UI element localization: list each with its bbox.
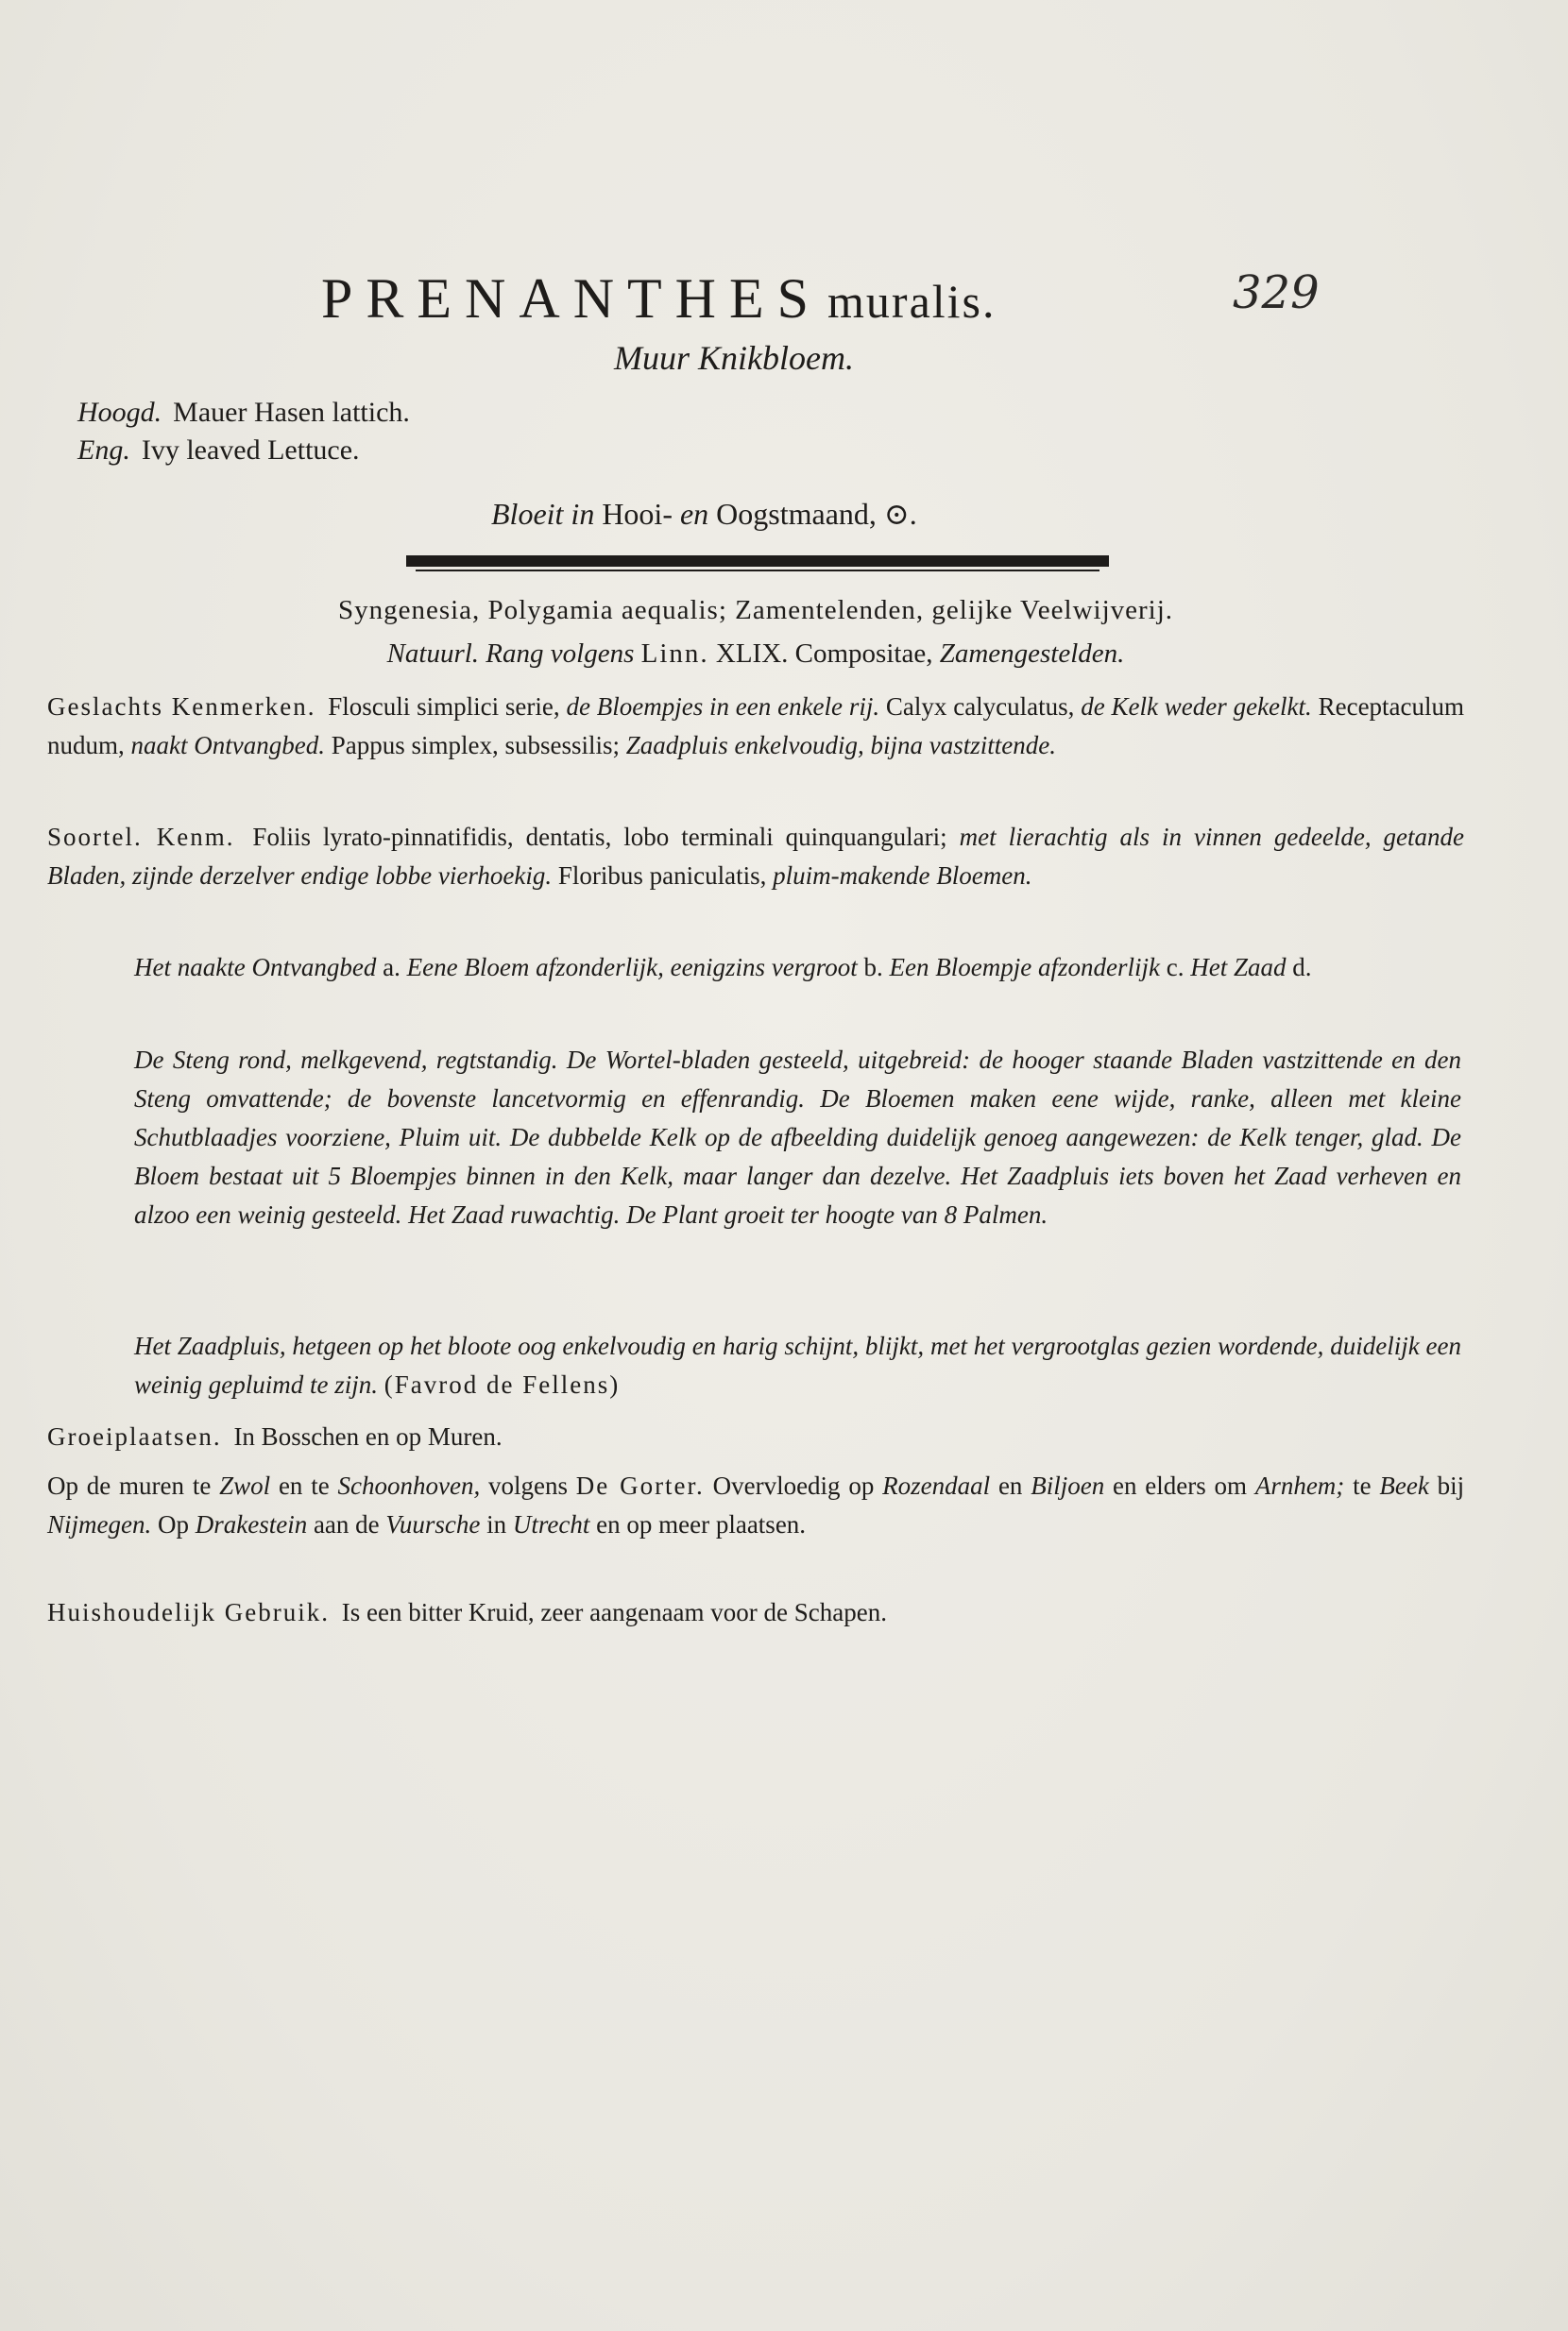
english-name-row bbox=[77, 434, 360, 467]
plant-description: De Steng rond, melkgevend, regtstandig. De Wortel-bladen gesteeld, uitgebreid: de hooger staande Bladen vastzittende en den Steng omvattende; de bovenste lancetvormig en effenrandig. De Bloemen maken eene wijde, ranke, alleen met kleine Schutblaadjes voorziene, Pluim uit. De dubbelde Kelk op de afbeelding duidelijk genoeg aangewezen: de Kelk tenger, glad. De Bloem bestaat uit 5 Bloempjes binnen in den Kelk, maar langer dan dezelve. Het Zaadpluis iets boven het Zaad verheven en alzoo een weinig gesteeld. Het Zaad ruwachtig. De Plant groeit ter hoogte van 8 Palmen. bbox=[134, 1046, 1461, 1229]
annual-symbol: ⊙. bbox=[883, 497, 917, 531]
section-heading: Soortel. Kenm. bbox=[47, 823, 235, 851]
english-label: Eng. bbox=[77, 434, 130, 466]
flowering-period: Bloeit in Hooi- en Oogstmaand, ⊙. bbox=[491, 497, 917, 531]
species-characters: Soortel. Kenm. Foliis lyrato-pinnatifidis, dentatis, lobo terminali quinquangulari; met lierachtig als in vinnen gedeelde, getande Bladen, zijnde derzelver endige lobbe vierhoekig. Floribus paniculatis, pluim-makende Bloemen. bbox=[47, 823, 1465, 890]
figure-legend: Het naakte Ontvangbed a. Eene Bloem afzonderlijk, eenigzins vergroot b. Een Bloempje afzonderlijk c. Het Zaad d. bbox=[134, 953, 1312, 981]
dutch-name: Muur Knikbloem. bbox=[614, 339, 854, 377]
title-species: muralis. bbox=[827, 275, 997, 328]
section-heading: Geslachts Kenmerken. bbox=[47, 692, 316, 721]
handwritten-plate-number: 329 bbox=[1233, 266, 1320, 319]
german-name-row bbox=[77, 397, 410, 429]
natural-order: Natuurl. Rang volgens Linn. XLIX. Compositae, Zamengestelden. bbox=[386, 638, 1125, 669]
english-name: Ivy leaved Lettuce. bbox=[141, 434, 360, 466]
genus-characters: Geslachts Kenmerken. Flosculi simplici serie, de Bloempjes in een enkele rij. Calyx calyculatus, de Kelk weder gekelkt. Receptaculum nudum, naakt Ontvangbed. Pappus simplex, subsessilis; Zaadpluis enkelvoudig, bijna vastzittende. bbox=[47, 692, 1465, 759]
citation: (Favrod de Fellens) bbox=[383, 1370, 621, 1399]
household-use: Huishoudelijk Gebruik. Is een bitter Kruid, zeer aangenaam voor de Schapen. bbox=[47, 1598, 887, 1626]
german-label: Hoogd. bbox=[77, 397, 162, 428]
divider-rule bbox=[406, 555, 1109, 567]
german-name: Mauer Hasen lattich. bbox=[173, 397, 410, 428]
page-title bbox=[321, 266, 997, 332]
localities: Op de muren te Zwol en te Schoonhoven, volgens De Gorter. Overvloedig op Rozendaal en Biljoen en elders om Arnhem; te Beek bij Nijmegen. Op Drakestein aan de Vuursche in Utrecht en op meer plaatsen. bbox=[47, 1472, 1465, 1539]
title-genus: PRENANTHES bbox=[321, 267, 823, 330]
habitat: Groeiplaatsen. In Bosschen en op Muren. bbox=[47, 1422, 503, 1451]
section-heading: Huishoudelijk Gebruik. bbox=[47, 1598, 330, 1626]
section-heading: Groeiplaatsen. bbox=[47, 1422, 222, 1451]
pappus-note: Het Zaadpluis, hetgeen op het bloote oog enkelvoudig en harig schijnt, blijkt, met het vergrootglas gezien wordende, duidelijk een weinig gepluimd te zijn. (Favrod de Fellens) bbox=[134, 1332, 1461, 1399]
divider-rule-thin bbox=[416, 570, 1099, 571]
linnaean-classification: Syngenesia, Polygamia aequalis; Zamentelenden, gelijke Veelwijverij. bbox=[337, 595, 1174, 625]
